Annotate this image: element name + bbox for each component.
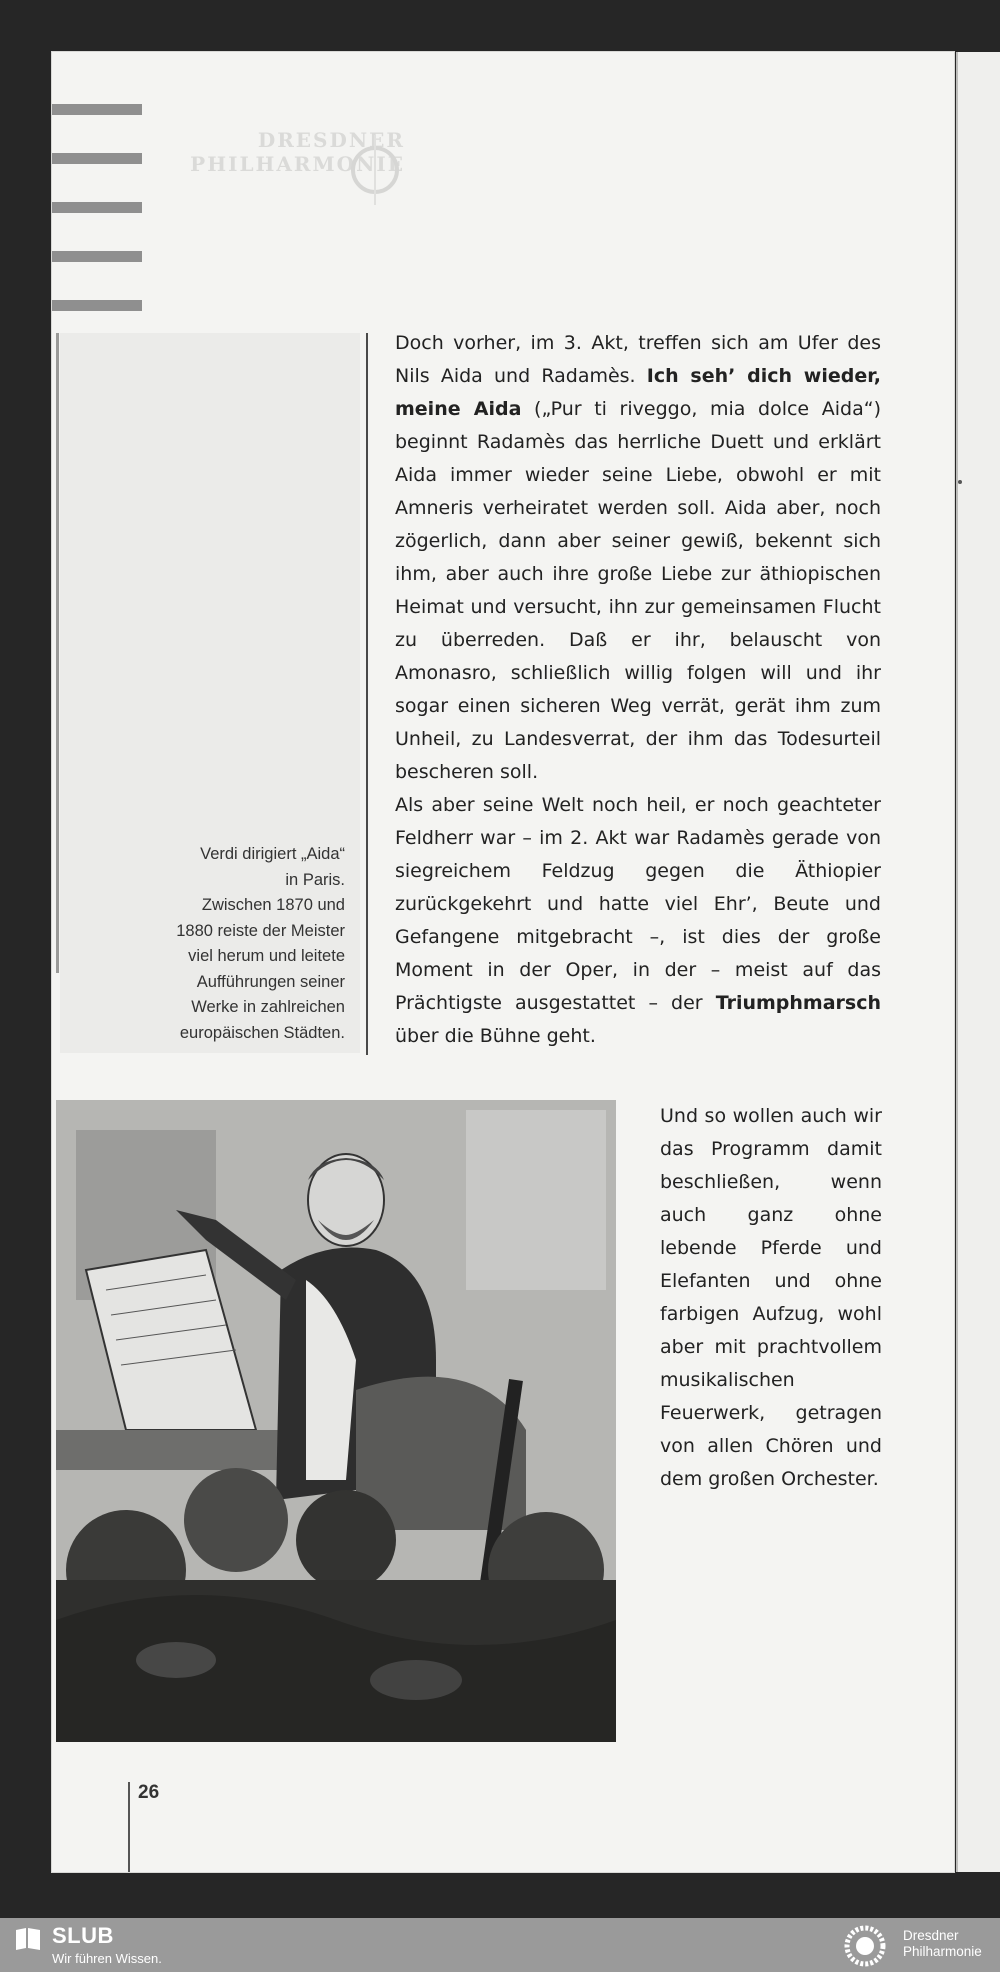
logo-line-2: PHILHARMONIE	[190, 152, 405, 176]
text-run: über die Bühne geht.	[395, 1025, 596, 1047]
article-closing-paragraph: Und so wollen auch wir das Programm damit beschließen, wenn auch ganz ohne lebende Pferde und Elefanten und ohne farbigen Aufzug, wohl aber mit prachtvollem musikalischen Feuerwerk, getragen von allen Chören und dem großen Orchester.	[660, 1105, 882, 1490]
image-caption	[130, 842, 345, 1046]
decorative-bar	[52, 153, 142, 164]
text-run: Als aber seine Welt noch heil, er noch geachteter Feldherr war – im 2. Akt war Radamès gerade von siegreichem Feldzug gegen die Äthiopier zurückgekehrt und hatte viel Ehr’, Beute und Gefangene mitgebracht –, ist dies der große Moment in der Oper, in der – meist auf das Prächtigste ausgestattet – der	[395, 794, 881, 1014]
logo-line-1: DRESDNER	[257, 128, 405, 152]
slub-tagline: Wir führen Wissen.	[52, 1951, 162, 1966]
caption-line: Werke in zahlreichen	[191, 998, 345, 1016]
caption-line: 1880 reiste der Meister	[176, 921, 345, 940]
caption-line: in Paris.	[285, 870, 345, 889]
page-number-rule	[128, 1782, 130, 1872]
dresdner-philharmonie-logo-icon	[840, 1921, 890, 1971]
slub-name: SLUB	[52, 1923, 114, 1948]
caption-line: europäischen Städten.	[179, 1023, 345, 1042]
article-main-column	[395, 327, 881, 1053]
decorative-bars	[52, 104, 142, 349]
bold-title: Ich seh’ dich wieder, meine Aida	[395, 365, 881, 420]
footer-bar	[0, 1918, 1000, 1972]
decorative-bar	[52, 104, 142, 115]
paragraph	[395, 789, 881, 1053]
caption-line: Zwischen 1870 und	[201, 896, 345, 914]
text-run: („Pur ti riveggo, mia dolce Aida“) beginnt Radamès das herrliche Duett und erklärt Aida immer wieder seine Liebe, obwohl er mit Amneris verheiratet werden soll. Aida aber, noch zögerlich, dann aber seiner gewiß, bekennt sich ihm, aber auch ihre große Liebe zur äthiopischen Heimat und versucht, ihn zur gemeinsamen Flucht zu überreden. Daß er ihr, belauscht von Amonasro, schließlich willig folgen will und ihr sogar einen sicheren Weg verrät, gerät ihm zum Unheil, zu Landesverrat, der ihm das Todesurteil bescheren soll.	[395, 398, 881, 783]
slub-logo-icon	[14, 1926, 42, 1952]
page-number: 26	[138, 1782, 160, 1803]
partner-name-line-1: Dresdner	[903, 1928, 959, 1943]
bold-title: Triumphmarsch	[715, 992, 881, 1014]
caption-line: Aufführungen seiner	[196, 972, 345, 991]
decorative-bar	[52, 202, 142, 213]
decorative-bar	[52, 300, 142, 311]
philharmonie-logo-icon	[340, 135, 410, 205]
caption-line: viel herum und leitete	[188, 947, 345, 965]
column-divider	[366, 333, 368, 1055]
adjacent-page-edge	[956, 52, 1000, 1872]
margin-speck	[958, 480, 962, 484]
decorative-bar	[52, 251, 142, 262]
paragraph	[395, 327, 881, 789]
text-run: Doch vorher, im 3. Akt, treffen sich am Ufer des Nils Aida und Radamès.	[395, 332, 881, 387]
verdi-conducting-illustration	[56, 1100, 616, 1742]
left-margin-line	[56, 333, 59, 973]
partner-name-line-2: Philharmonie	[903, 1944, 982, 1959]
partner-name	[903, 1928, 982, 1960]
caption-line: Verdi dirigiert „Aida“	[200, 845, 345, 863]
